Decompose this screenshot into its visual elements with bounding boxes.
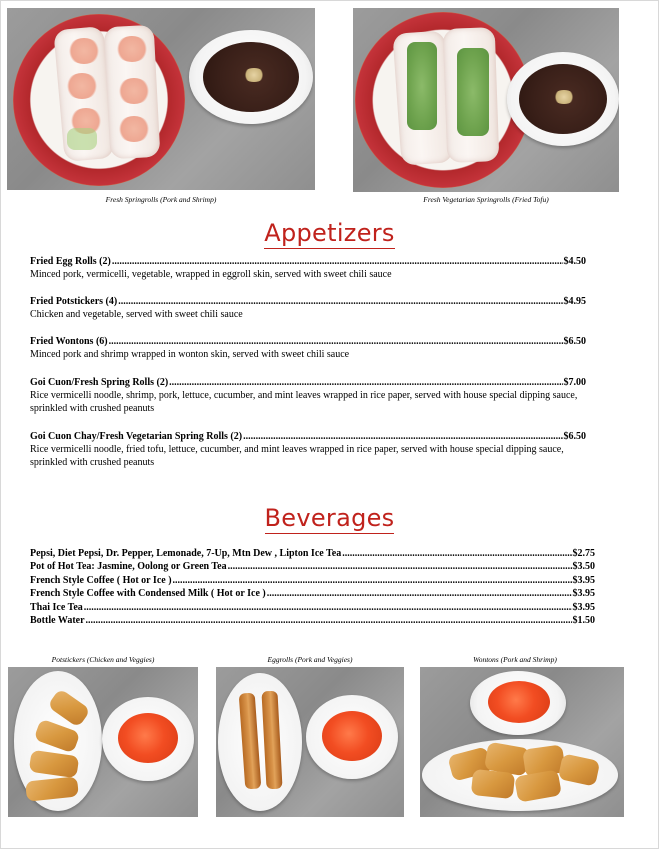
oval-dish-image	[218, 673, 302, 811]
lettuce-image	[407, 42, 437, 130]
chili-sauce-image	[118, 713, 178, 763]
item-price: $4.50	[563, 256, 586, 267]
leader-dots	[84, 602, 572, 613]
beverage-row	[30, 602, 595, 615]
appetizers-heading	[0, 219, 659, 247]
item-name: Fried Potstickers (4)	[30, 296, 118, 307]
item-name: Fried Wontons (6)	[30, 336, 108, 347]
item-description: Rice vermicelli noodle, shrimp, pork, lettuce, cucumber, and mint leaves wrapped in rice paper, served with house special dipping sauce, sprinkled with crushed peanuts	[30, 390, 578, 414]
beverages-heading	[0, 504, 659, 532]
wonton-image	[471, 769, 515, 799]
chili-sauce-image	[322, 711, 382, 761]
item-name: Goi Cuon/Fresh Spring Rolls (2)	[30, 377, 169, 388]
leader-dots	[267, 588, 572, 599]
chili-sauce-image	[488, 681, 550, 723]
item-price: $7.00	[563, 377, 586, 388]
leader-dots	[86, 615, 572, 626]
menu-item	[30, 431, 586, 469]
beverage-price: $1.50	[572, 614, 595, 626]
beverage-row	[30, 561, 595, 574]
beverage-row	[30, 575, 595, 588]
beverage-name: Pot of Hot Tea: Jasmine, Oolong or Green Tea	[30, 561, 227, 573]
beverage-name: French Style Coffee with Condensed Milk ( Hot or Ice )	[30, 588, 266, 600]
item-price: $4.95	[563, 296, 586, 307]
item-price: $6.50	[563, 336, 586, 347]
photo-vegetarian-springrolls	[353, 8, 619, 192]
item-description: Minced pork and shrimp wrapped in wonton skin, served with sweet chili sauce	[30, 349, 350, 360]
shrimp-image	[117, 78, 151, 104]
leader-dots	[112, 256, 563, 267]
beverage-name: Bottle Water	[30, 614, 85, 626]
beverage-list	[30, 548, 595, 628]
item-description: Minced pork, vermicelli, vegetable, wrapped in eggroll skin, served with sweet chili sauce	[30, 269, 392, 280]
beverage-price: $3.95	[572, 574, 595, 586]
item-name: Goi Cuon Chay/Fresh Vegetarian Spring Rolls (2)	[30, 431, 243, 442]
beverage-name: Pepsi, Diet Pepsi, Dr. Pepper, Lemonade, 7-Up, Mtn Dew , Lipton Ice Tea	[30, 548, 342, 559]
leader-dots	[342, 548, 571, 559]
beverages-heading-text: Beverages	[264, 504, 395, 532]
caption-eggrolls: Eggrolls (Pork and Veggies)	[267, 655, 353, 664]
leader-dots	[118, 296, 562, 307]
beverage-name: Thai Ice Tea	[30, 601, 83, 613]
shrimp-image	[117, 116, 151, 142]
menu-item	[30, 377, 586, 415]
photo-wontons	[420, 667, 624, 817]
shrimp-image	[65, 73, 99, 99]
leader-dots	[173, 575, 572, 586]
photo-eggrolls	[216, 667, 404, 817]
beverage-name: French Style Coffee ( Hot or Ice )	[30, 574, 172, 586]
caption-wontons: Wontons (Pork and Shrimp)	[473, 655, 557, 664]
caption-fresh-springrolls: Fresh Springrolls (Pork and Shrimp)	[105, 195, 217, 204]
beverage-price: $3.95	[572, 588, 595, 600]
item-price: $6.50	[563, 431, 586, 442]
leader-dots	[228, 561, 572, 572]
item-description: Chicken and vegetable, served with sweet chili sauce	[30, 309, 243, 320]
beverage-price: $2.75	[572, 548, 595, 559]
shrimp-image	[67, 38, 101, 64]
peanuts-image	[553, 90, 575, 104]
beverage-row	[30, 615, 595, 628]
beverage-row	[30, 588, 595, 601]
menu-item	[30, 256, 586, 281]
beverage-price: $3.50	[572, 561, 595, 573]
leader-dots	[243, 431, 562, 442]
beverage-price: $3.95	[572, 601, 595, 613]
beverage-row	[30, 548, 595, 561]
leader-dots	[169, 377, 562, 388]
caption-potstickers: Potstickers (Chicken and Veggies)	[51, 655, 155, 664]
lettuce-image	[457, 48, 489, 136]
caption-vegetarian-springrolls: Fresh Vegetarian Springrolls (Fried Tofu)	[423, 195, 549, 204]
menu-item	[30, 296, 586, 321]
photo-potstickers	[8, 667, 198, 817]
shrimp-image	[115, 36, 149, 62]
item-description: Rice vermicelli noodle, fried tofu, lettuce, cucumber, and mint leaves wrapped in rice paper, served with house special dipping sauce, sprinkled with crushed peanuts	[30, 444, 564, 468]
item-name: Fried Egg Rolls (2)	[30, 256, 111, 267]
photo-fresh-springrolls	[7, 8, 315, 190]
lettuce-image	[67, 128, 97, 150]
leader-dots	[109, 336, 563, 347]
menu-item	[30, 336, 586, 361]
peanuts-image	[243, 68, 265, 82]
appetizers-heading-text: Appetizers	[264, 219, 395, 247]
